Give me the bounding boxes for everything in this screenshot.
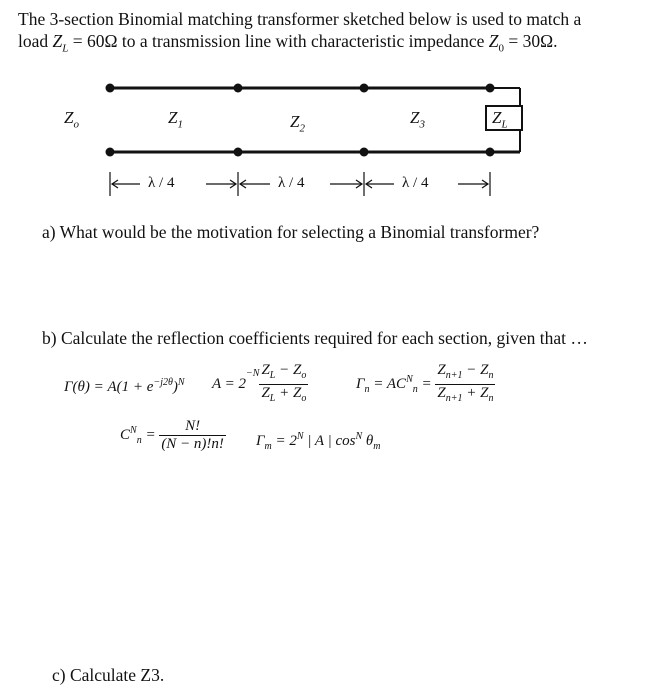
node-bottom-1 [106,148,115,157]
fraction-gamma-n: $\frac{Z_{n+1} - Z_n}{Z_{n+1} + Z_n}$ [437,362,494,404]
node-top-3 [360,84,369,93]
length-label-1: λ / 4 [148,175,175,191]
equation-a: $A = 2^{-N}$ $\frac{Z_L - Z_o}{Z_L + Z_o}$ [212,362,308,407]
node-bottom-3 [360,148,369,157]
node-bottom-2 [234,148,243,157]
z3-label: $Z_3$ [410,108,425,131]
zl-label: $Z_L$ [492,108,508,131]
transformer-diagram [0,0,648,220]
equation-gamma-m: $\Gamma_m = 2^N$ | A | $\cos^N \theta_m$ [256,431,381,452]
fraction-binomial: $\frac{N!}{(N - n)!n!}$ [161,418,224,452]
equation-gamma-theta: $\Gamma(\theta) = A(1 + e^{-j2\theta})^N$ [64,377,185,395]
intro-line-1: The 3-section Binomial matching transformer sketched below is used to match a [18,9,582,29]
fraction-a: $\frac{Z_L - Z_o}{Z_L + Z_o}$ [261,362,307,404]
question-b: b) Calculate the reflection coefficients required for each section, given that … [42,328,588,348]
length-label-2: λ / 4 [278,175,305,191]
node-top-2 [234,84,243,93]
question-a: a) What would be the motivation for selecting a Binomial transformer? [42,222,540,242]
question-c: c) Calculate Z3. [52,665,165,685]
z2-label: $Z_2$ [290,112,305,135]
intro-line-2: load $Z_L = 60\Omega$ to a transmission line with characteristic impedance $Z_0 = 30\Omega$. [18,31,558,55]
equation-gamma-n: $\Gamma_n = AC^N_n$ = $\frac{Z_{n+1} - Z_n}{Z_{n+1} + Z_n}$ [356,362,495,407]
node-bottom-4 [486,148,495,157]
length-label-3: λ / 4 [402,175,429,191]
equation-binomial-coefficient: $C^N_n$ = $\frac{N!}{(N - n)!n!}$ [120,418,224,452]
node-top-4 [486,84,495,93]
z1-label: $Z_1$ [168,108,183,131]
z0-label: $Z_o$ [64,108,79,131]
node-top-1 [106,84,115,93]
